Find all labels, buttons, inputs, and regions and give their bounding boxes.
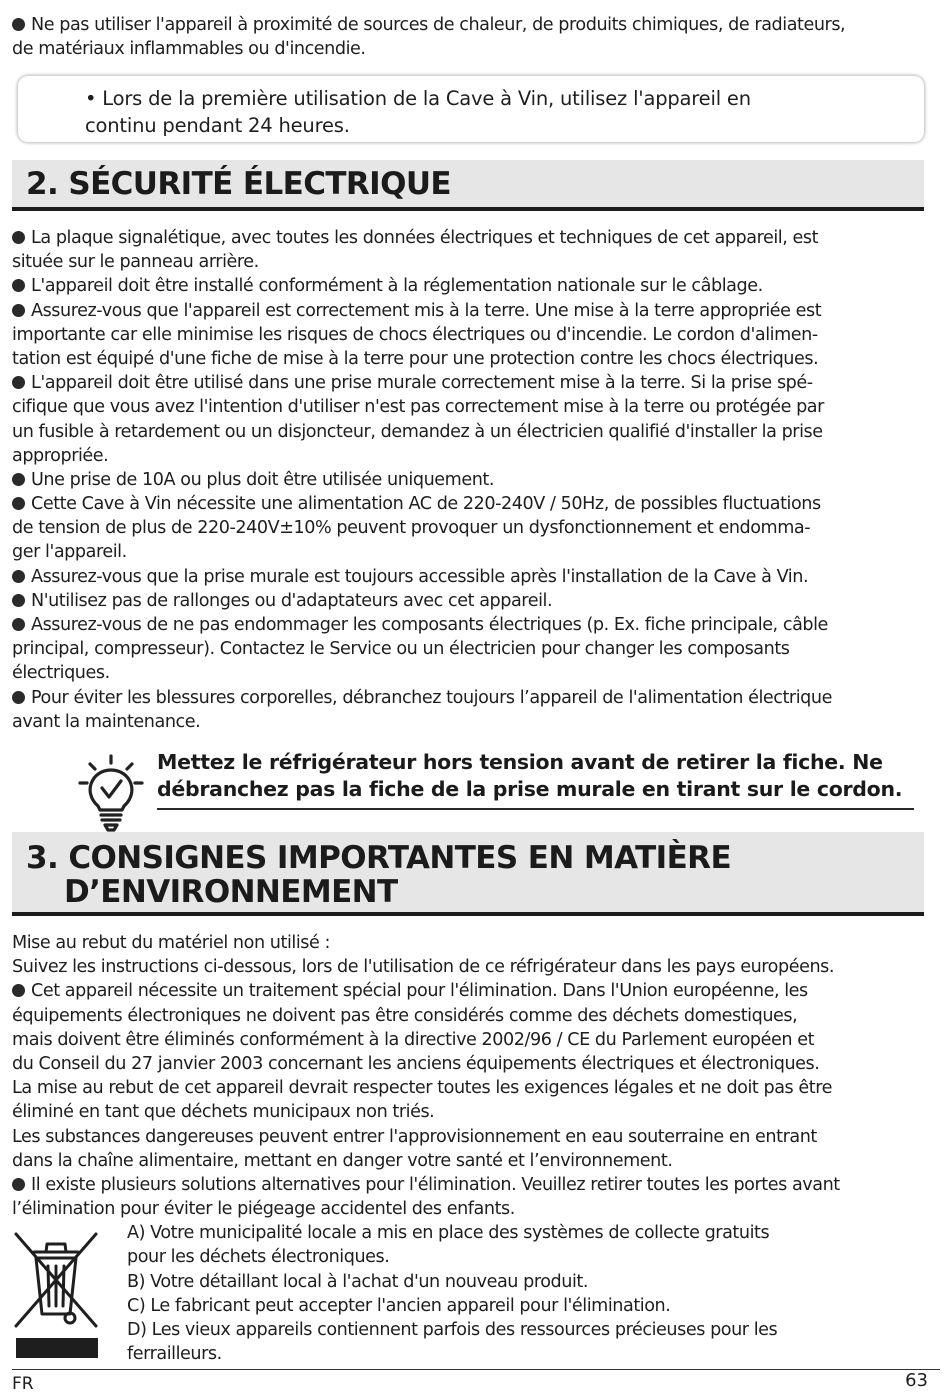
warning-line: Mettez le réfrigérateur hors tension avant de retirer la fiche. Ne (157, 750, 883, 774)
bullet-icon (12, 279, 25, 292)
footer-divider (12, 1369, 940, 1370)
bullet-icon (12, 304, 25, 317)
intro-line: de matériaux inflammables ou d'incendie. (12, 39, 366, 60)
section-3-title-line1: 3. CONSIGNES IMPORTANTES EN MATIÈRE (26, 840, 732, 876)
text-line: La plaque signalétique, avec toutes les données électriques et techniques de cet appareil, est (12, 226, 930, 250)
text-line: Suivez les instructions ci-dessous, lors de l'utilisation de ce réfrigérateur dans les pays européens. (12, 957, 835, 978)
bullet-icon (12, 570, 25, 583)
section-3-heading (12, 832, 924, 916)
text-line: importante car elle minimise les risques de chocs électriques ou d'incendie. Le cordon d'alimen- (12, 324, 818, 345)
text-line: du Conseil du 27 janvier 2003 concernant les anciens équipements électriques et électroniques. (12, 1053, 820, 1074)
bullet-icon (12, 376, 25, 389)
bullet-icon (12, 1178, 25, 1191)
text-line: électriques. (12, 663, 110, 684)
text-line: Une prise de 10A ou plus doit être utilisée uniquement. (12, 468, 930, 492)
callout-line: continu pendant 24 heures. (85, 114, 350, 137)
text-line: un fusible à retardement ou un disjoncteur, demandez à un électricien qualifié d'installer la prise (12, 421, 823, 442)
bullet-icon (12, 473, 25, 486)
text-line: équipements électroniques ne doivent pas être considérés comme des déchets domestiques, (12, 1005, 798, 1026)
disposal-option: D) Les vieux appareils contiennent parfois des ressources précieuses pour les (127, 1320, 778, 1340)
section-2-title: 2. SÉCURITÉ ÉLECTRIQUE (26, 166, 451, 202)
page-number: 63 (905, 1370, 928, 1391)
bullet-icon (12, 497, 25, 510)
text-line: Mise au rebut du matériel non utilisé : (12, 933, 330, 953)
text-line: tation est équipé d'une fiche de mise à la terre pour une protection contre les chocs électriques. (12, 348, 819, 369)
callout-text (85, 85, 751, 139)
text-line: avant la maintenance. (12, 711, 201, 732)
text-line: Les substances dangereuses peuvent entrer l'approvisionnement en eau souterraine en entrant (12, 1126, 817, 1147)
bullet-icon (12, 18, 25, 31)
text-line: éliminé en tant que déchets municipaux non triés. (12, 1102, 435, 1123)
intro-paragraph (12, 13, 930, 61)
bullet-icon (12, 231, 25, 244)
warning-divider (157, 808, 914, 810)
callout-line: • Lors de la première utilisation de la Cave à Vin, utilisez l'appareil en (85, 87, 751, 110)
text-line: appropriée. (12, 445, 109, 466)
crossed-bin-icon (10, 1230, 102, 1362)
text-line: Il existe plusieurs solutions alternatives pour l'élimination. Veuillez retirer toutes les portes avant (12, 1173, 930, 1197)
bullet-icon (12, 618, 25, 631)
bullet-icon (12, 691, 25, 704)
text-line: l’élimination pour éviter le piégeage accidentel des enfants. (12, 1199, 515, 1220)
text-line: Assurez-vous que la prise murale est toujours accessible après l'installation de la Cave à Vin. (12, 565, 930, 589)
intro-line: Ne pas utiliser l'appareil à proximité de sources de chaleur, de produits chimiques, de radiateurs, (12, 13, 930, 37)
text-line: Assurez-vous de ne pas endommager les composants électriques (p. Ex. fiche principale, câble (12, 613, 930, 637)
text-line: Assurez-vous que l'appareil est correctement mis à la terre. Une mise à la terre appropriée est (12, 299, 930, 323)
disposal-option: B) Votre détaillant local à l'achat d'un nouveau produit. (127, 1271, 588, 1292)
lightbulb-check-icon (76, 752, 146, 832)
bullet-icon (12, 594, 25, 607)
text-line: La mise au rebut de cet appareil devrait respecter toutes les exigences légales et ne doit pas être (12, 1078, 833, 1099)
text-line: cifique que vous avez l'intention d'utiliser n'est pas correctement mise à la terre ou protégée par (12, 397, 824, 418)
text-line: L'appareil doit être utilisé dans une prise murale correctement mise à la terre. Si la prise spé- (12, 371, 930, 395)
text-line: dans la chaîne alimentaire, mettant en danger votre santé et l’environnement. (12, 1150, 673, 1171)
warning-text (157, 749, 902, 803)
section-2-heading (12, 160, 924, 211)
text-line: Cette Cave à Vin nécessite une alimentation AC de 220-240V / 50Hz, de possibles fluctuations (12, 492, 930, 516)
text-line: principal, compresseur). Contactez le Service ou un électricien pour changer les composants (12, 639, 790, 660)
footer-language: FR (12, 1374, 34, 1394)
text-line: de tension de plus de 220-240V±10% peuvent provoquer un dysfonctionnement et endommа- (12, 518, 811, 539)
text-line: Cet appareil nécessite un traitement spécial pour l'élimination. Dans l'Union européenne, les (12, 979, 930, 1003)
disposal-option: C) Le fabricant peut accepter l'ancien appareil pour l'élimination. (127, 1295, 671, 1316)
disposal-option: pour les déchets électroniques. (127, 1247, 390, 1268)
bullet-icon (12, 984, 25, 997)
text-line: L'appareil doit être installé conformément à la réglementation nationale sur le câblage. (12, 274, 930, 298)
text-line: ger l'appareil. (12, 542, 127, 563)
text-line: mais doivent être éliminés conformément à la directive 2002/96 / CE du Parlement européen et (12, 1029, 815, 1050)
section-3-body (12, 931, 930, 1366)
section-3-title-line2: D’ENVIRONNEMENT (64, 874, 398, 910)
disposal-option: A) Votre municipalité locale a mis en place des systèmes de collecte gratuits (127, 1223, 770, 1244)
text-line: Pour éviter les blessures corporelles, débranchez toujours l’appareil de l'alimentation électrique (12, 686, 930, 710)
warning-line: débranchez pas la fiche de la prise murale en tirant sur le cordon. (157, 777, 903, 801)
disposal-option: ferrailleurs. (127, 1344, 222, 1365)
text-line: N'utilisez pas de rallonges ou d'adaptateurs avec cet appareil. (12, 589, 930, 613)
text-line: située sur le panneau arrière. (12, 252, 259, 273)
section-2-body (12, 226, 930, 734)
